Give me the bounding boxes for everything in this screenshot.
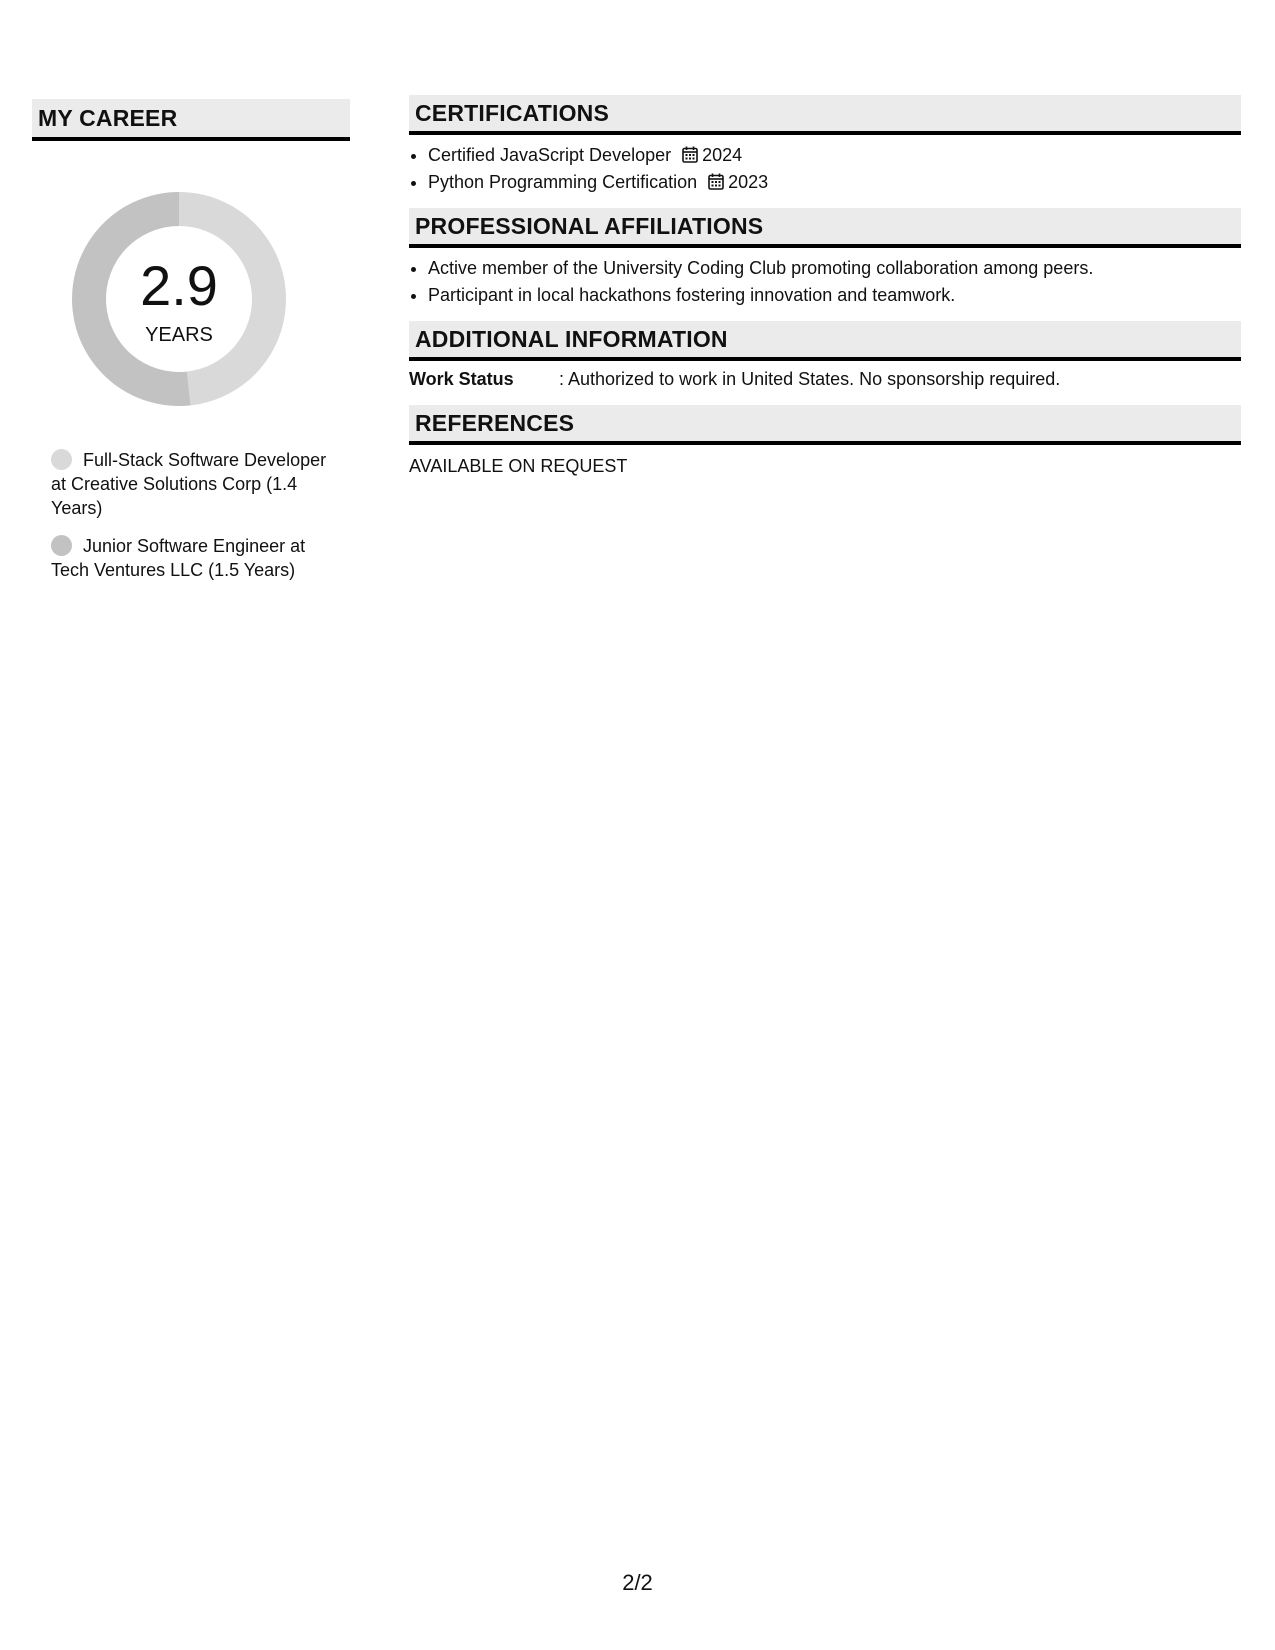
legend-item (51, 534, 341, 582)
donut-total-value: 2.9 (140, 254, 218, 317)
certifications-title: CERTIFICATIONS (409, 95, 1241, 135)
page-number: 2/2 (622, 1570, 653, 1595)
legend-item-label: Junior Software Engineer at Tech Ventures LLC (1.5 Years) (51, 536, 306, 580)
certification-name: Certified JavaScript Developer (428, 145, 672, 165)
donut-total-unit: YEARS (145, 324, 213, 346)
work-status-value: : Authorized to work in United States. No sponsorship required. (559, 369, 1061, 389)
list-item (428, 142, 1241, 169)
donut-center (66, 186, 292, 412)
references-text: AVAILABLE ON REQUEST (409, 456, 628, 476)
work-status-label: Work Status (409, 369, 514, 389)
list-item (428, 169, 1241, 196)
legend-dot-icon (51, 449, 72, 470)
certifications-list (409, 142, 1241, 196)
work-status-row (409, 367, 1241, 391)
references-title: REFERENCES (409, 405, 1241, 445)
certification-name: Python Programming Certification (428, 172, 698, 192)
list-item: • Active member of the University Coding Club promoting collaboration among peers. (428, 255, 1241, 282)
calendar-icon (708, 173, 724, 190)
legend-item (51, 448, 341, 520)
legend-dot-icon (51, 535, 72, 556)
additional-info-title: ADDITIONAL INFORMATION (409, 321, 1241, 361)
list-item: • Participant in local hackathons fostering innovation and teamwork. (428, 282, 1241, 309)
affiliations-list (409, 255, 1241, 309)
calendar-icon (682, 146, 698, 163)
main-column (409, 95, 1241, 478)
career-section (32, 99, 350, 596)
affiliations-title: PROFESSIONAL AFFILIATIONS (409, 208, 1241, 248)
certification-year: 2023 (728, 172, 769, 192)
certification-year: 2024 (702, 145, 743, 165)
career-donut-chart (66, 186, 292, 412)
career-legend (51, 448, 341, 582)
legend-item-label: Full-Stack Software Developer at Creative Solutions Corp (1.4 Years) (51, 450, 327, 518)
career-section-title: MY CAREER (32, 99, 350, 141)
